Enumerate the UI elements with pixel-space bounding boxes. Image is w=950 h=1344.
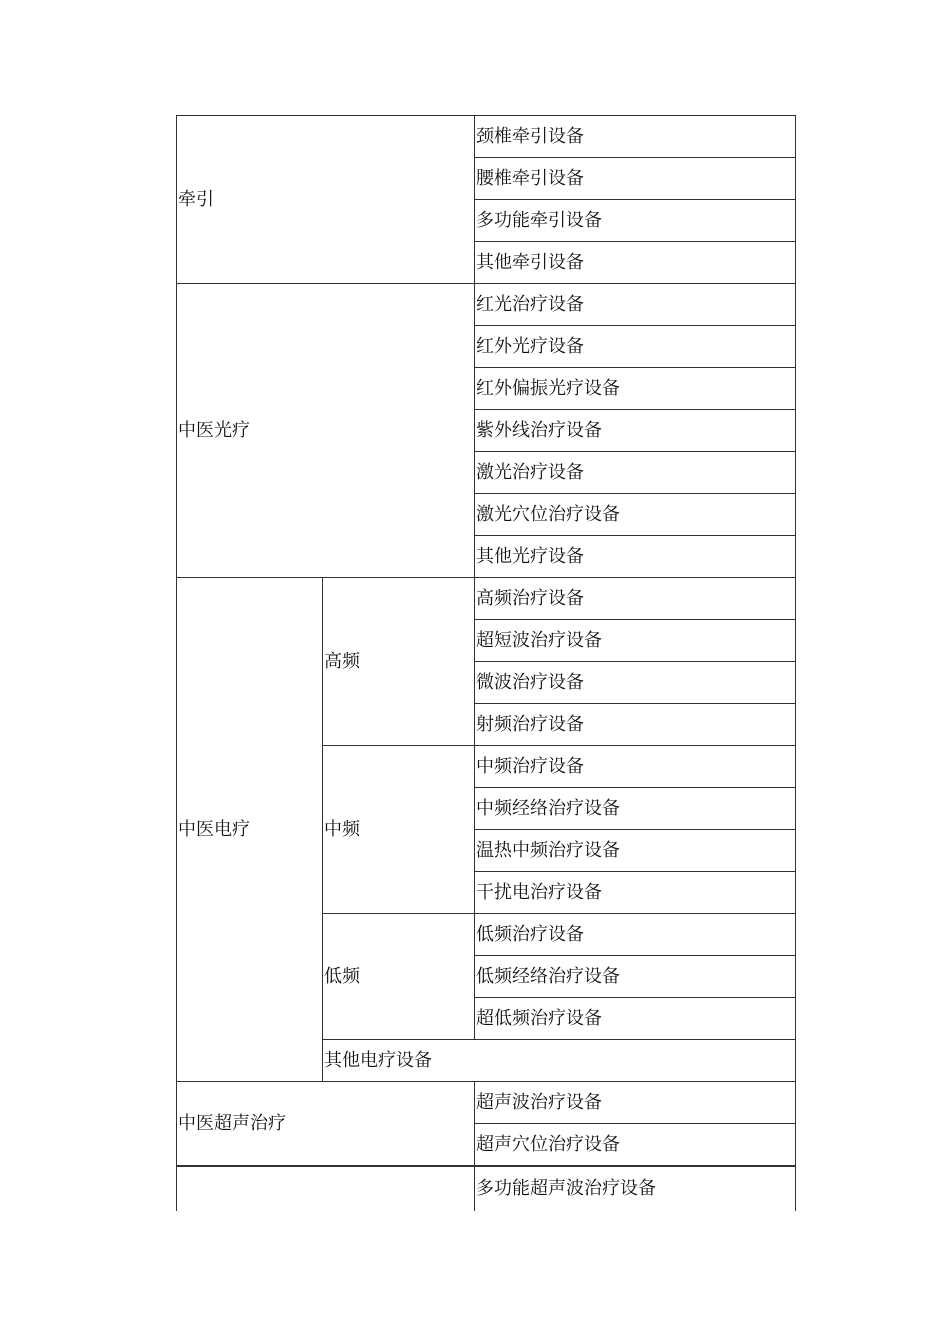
item-cell: 其他牵引设备 [475, 242, 796, 284]
table-row [177, 578, 796, 620]
item-cell: 高频治疗设备 [475, 578, 796, 620]
item-cell: 中频经络治疗设备 [475, 788, 796, 830]
item-cell: 其他光疗设备 [475, 536, 796, 578]
category-cell: 中医超声治疗 [177, 1082, 475, 1167]
table-row [177, 1082, 796, 1124]
table-row [177, 284, 796, 326]
item-cell: 微波治疗设备 [475, 662, 796, 704]
item-cell: 红外光疗设备 [475, 326, 796, 368]
item-cell: 激光穴位治疗设备 [475, 494, 796, 536]
item-cell: 红外偏振光疗设备 [475, 368, 796, 410]
category-cell: 中医电疗 [177, 578, 323, 1082]
category-cell: 中医光疗 [177, 284, 475, 578]
subcategory-cell: 中频 [323, 746, 475, 914]
item-cell: 颈椎牵引设备 [475, 116, 796, 158]
item-cell: 低频治疗设备 [475, 914, 796, 956]
item-cell: 低频经络治疗设备 [475, 956, 796, 998]
item-cell: 温热中频治疗设备 [475, 830, 796, 872]
item-cell: 超声波治疗设备 [475, 1082, 796, 1124]
subcategory-cell: 高频 [323, 578, 475, 746]
equipment-classification-table [176, 115, 796, 1211]
category-cell: 牵引 [177, 116, 475, 284]
category-cell [177, 1166, 475, 1211]
table-row [177, 1166, 796, 1211]
item-cell: 其他电疗设备 [323, 1040, 796, 1082]
item-cell: 腰椎牵引设备 [475, 158, 796, 200]
item-cell: 超短波治疗设备 [475, 620, 796, 662]
item-cell: 干扰电治疗设备 [475, 872, 796, 914]
item-cell: 红光治疗设备 [475, 284, 796, 326]
item-cell: 射频治疗设备 [475, 704, 796, 746]
subcategory-cell: 低频 [323, 914, 475, 1040]
item-cell: 超声穴位治疗设备 [475, 1124, 796, 1167]
table-row [177, 116, 796, 158]
item-cell: 多功能牵引设备 [475, 200, 796, 242]
item-cell: 激光治疗设备 [475, 452, 796, 494]
item-cell: 多功能超声波治疗设备 [475, 1166, 796, 1211]
item-cell: 中频治疗设备 [475, 746, 796, 788]
item-cell: 超低频治疗设备 [475, 998, 796, 1040]
item-cell: 紫外线治疗设备 [475, 410, 796, 452]
